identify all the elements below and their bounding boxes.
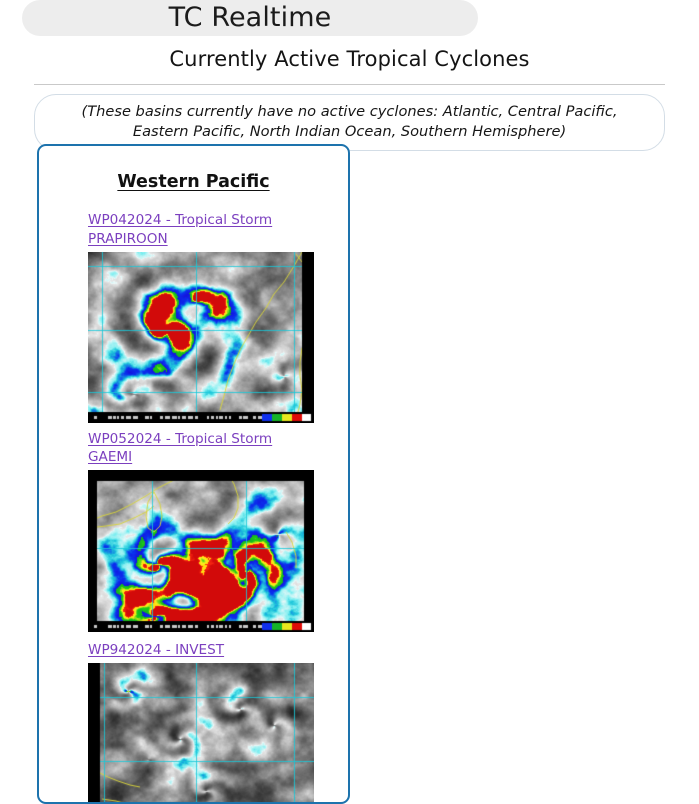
storm-entry-wp042024 <box>39 211 348 423</box>
basin-title: Western Pacific <box>117 172 270 192</box>
satellite-image-wp042024[interactable] <box>88 252 314 423</box>
basin-card-western-pacific <box>37 144 350 804</box>
satellite-image-wp052024[interactable] <box>88 470 314 632</box>
page-title: TC Realtime <box>168 1 332 33</box>
inactive-basins-notice <box>34 94 665 151</box>
storm-link-wp052024[interactable]: WP052024 - Tropical Storm GAEMI <box>88 430 273 466</box>
storm-entry-wp052024 <box>39 430 348 633</box>
header-banner <box>0 0 699 36</box>
inactive-basins-notice-text: (These basins currently have no active cyclones: Atlantic, Central Pacific, Eastern Pacific, North Indian Ocean, Southern Hemisphere) <box>81 103 618 141</box>
storm-entry-wp942024 <box>39 639 348 804</box>
satellite-image-wp942024[interactable] <box>88 663 314 804</box>
page-subtitle: Currently Active Tropical Cyclones <box>169 47 530 71</box>
storm-link-wp042024[interactable]: WP042024 - Tropical Storm PRAPIROON <box>88 212 273 247</box>
header-divider <box>34 84 665 85</box>
storm-link-wp942024[interactable]: WP942024 - INVEST <box>88 642 225 658</box>
title-pill <box>22 0 478 36</box>
